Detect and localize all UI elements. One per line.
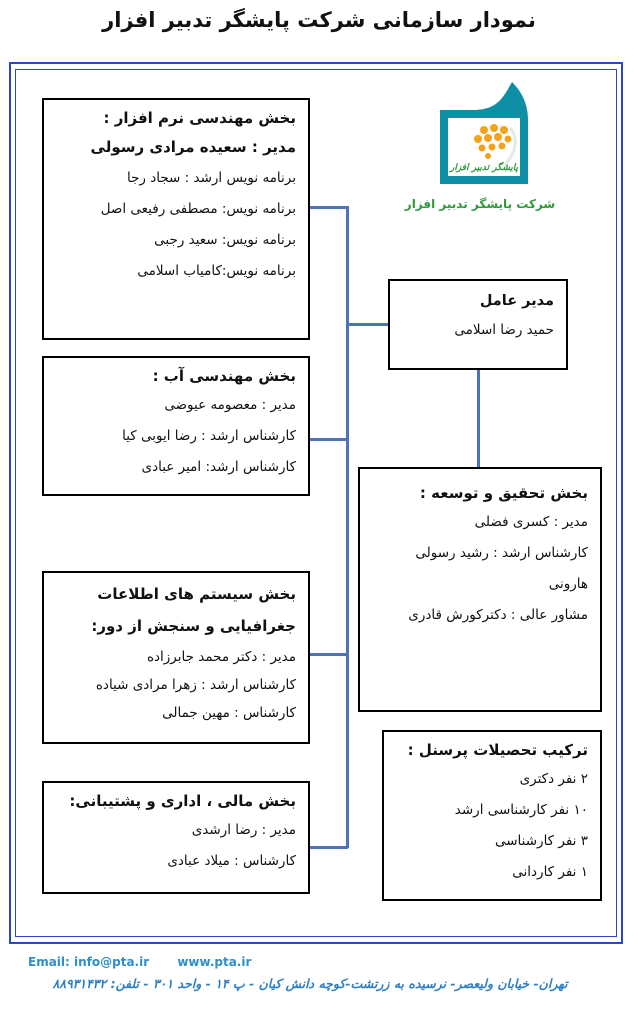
staff-line: کارشناس ارشد : رضا ایوبی کیا: [122, 428, 296, 444]
footer-website[interactable]: www.pta.ir: [177, 955, 252, 969]
software-manager: مدیر : سعیده مرادی رسولی: [90, 138, 296, 156]
ceo-box: [388, 279, 568, 370]
education-item: ۳ نفر کارشناسی: [494, 833, 588, 849]
education-box: [382, 730, 602, 901]
staff-line: هارونی: [548, 576, 588, 592]
staff-line: برنامه نویس:کامیاب اسلامی: [137, 263, 296, 279]
footer-address: تهران- خیابان ولیعصر- نرسیده به زرتشت-کوچه دانش کیان - پ ۱۴ - واحد ۳۰۱ - تلفن: ۸۸۹۳۱۴۳۲: [52, 976, 568, 991]
staff-line: کارشناس ارشد : زهرا مرادی شیاده: [95, 677, 296, 693]
staff-line: مدیر : کسری فضلی: [474, 514, 588, 530]
gis-heading-line2: جغرافیایی و سنجش از دور:: [91, 617, 296, 635]
water-heading: بخش مهندسی آب :: [152, 367, 296, 385]
finance-heading: بخش مالی ، اداری و پشتیبانی:: [69, 792, 296, 810]
department-software-box: [42, 98, 310, 340]
department-rnd-box: [358, 467, 602, 712]
connector-ceo-rnd: [477, 370, 480, 467]
ceo-name: حمید رضا اسلامی: [454, 322, 554, 338]
page-title: نمودار سازمانی شرکت پایشگر تدبیر افزار: [102, 8, 536, 32]
staff-line: کارشناس : مهین جمالی: [162, 705, 296, 721]
company-name: شرکت پایشگر تدبیر افزار: [404, 197, 556, 211]
department-finance-box: [42, 781, 310, 894]
staff-line: مدیر : دکتر محمد جابرزاده: [146, 649, 296, 665]
staff-line: کارشناس : میلاد عبادی: [167, 853, 296, 869]
ceo-heading: مدیر عامل: [479, 293, 554, 309]
connector-software: [310, 206, 348, 209]
connector-vertical-main: [346, 206, 349, 848]
company-logo-icon: [432, 80, 536, 190]
rnd-heading: بخش تحقیق و توسعه :: [419, 484, 588, 502]
staff-line: کارشناس ارشد : رشید رسولی: [415, 545, 588, 561]
staff-line: مدیر : معصومه عیوضی: [164, 397, 296, 413]
education-item: ۲ نفر دکتری: [519, 771, 588, 787]
education-item: ۱ نفر کاردانی: [512, 864, 588, 880]
footer-email[interactable]: Email: info@pta.ir: [28, 955, 150, 969]
footer-contact: [28, 955, 275, 969]
staff-line: برنامه نویس: مصطفی رفیعی اصل: [100, 201, 296, 217]
staff-line: کارشناس ارشد: امیر عبادی: [141, 459, 296, 475]
connector-gis: [310, 653, 348, 656]
department-gis-box: [42, 571, 310, 744]
logo-text: پایشگر تدبیر افزار: [449, 163, 519, 173]
software-heading: بخش مهندسی نرم افزار :: [103, 109, 296, 127]
connector-finance: [310, 846, 348, 849]
gis-heading-line1: بخش سیستم های اطلاعات: [97, 585, 296, 603]
staff-line: برنامه نویس ارشد : سجاد رجا: [126, 170, 296, 186]
education-heading: ترکیب تحصیلات پرسنل :: [407, 741, 588, 759]
staff-line: مشاور عالی : دکترکورش قادری: [408, 607, 588, 623]
connector-ceo: [346, 323, 388, 326]
department-water-box: [42, 356, 310, 496]
connector-water: [310, 438, 348, 441]
education-item: ۱۰ نفر کارشناسی ارشد: [454, 802, 588, 818]
staff-line: برنامه نویس: سعید رجبی: [154, 232, 296, 248]
staff-line: مدیر : رضا ارشدی: [191, 822, 296, 838]
